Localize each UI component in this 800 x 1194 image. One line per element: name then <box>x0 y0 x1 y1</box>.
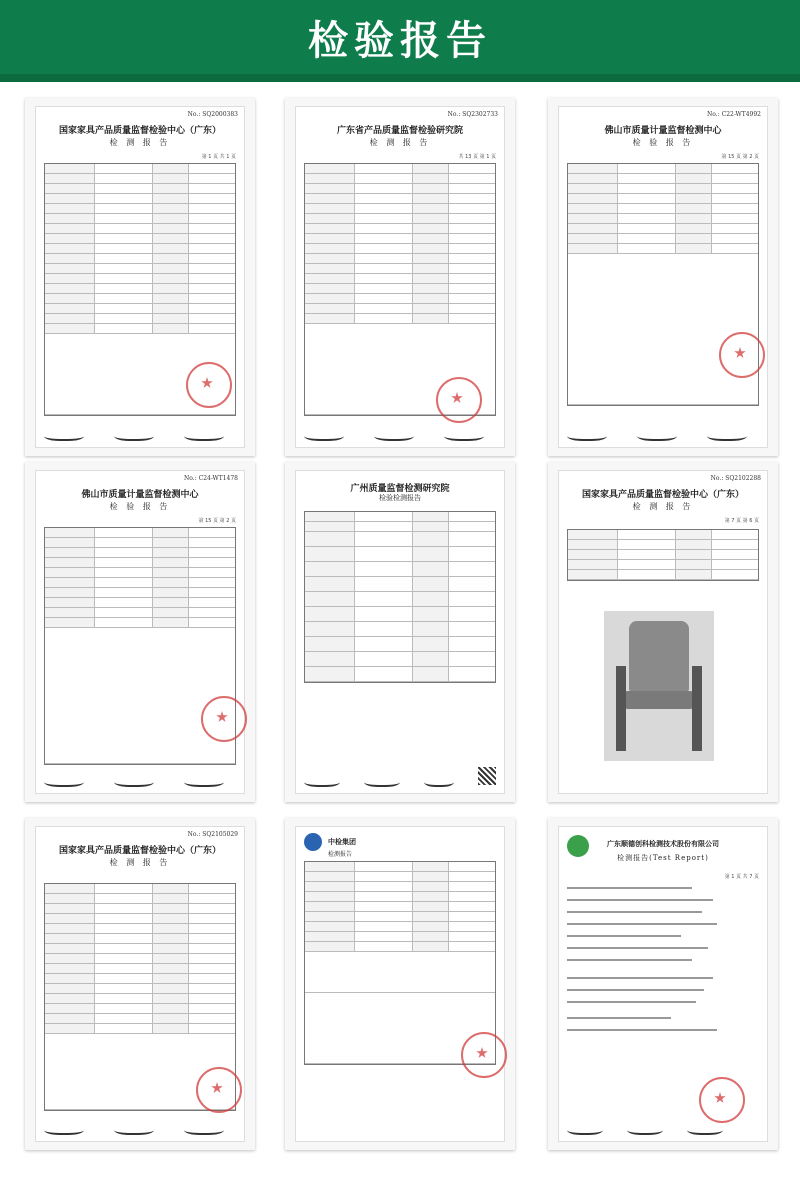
signatures <box>44 425 236 441</box>
report-card-5[interactable] <box>285 462 515 802</box>
report-page <box>558 826 768 1142</box>
signatures <box>44 771 236 787</box>
report-card-8[interactable] <box>285 818 515 1150</box>
report-title: 检 测 报 告 <box>109 858 171 867</box>
report-number: No.: SQ2000383 <box>187 111 238 118</box>
report-org: 佛山市质量计量监督检测中心 <box>604 126 722 136</box>
signatures <box>567 1119 759 1135</box>
report-number: No.: C22-WT4992 <box>707 111 761 118</box>
report-title: 检 测 报 告 <box>632 502 694 511</box>
report-page <box>558 106 768 448</box>
signatures <box>304 425 496 441</box>
red-seal-icon <box>201 696 247 742</box>
red-seal-icon <box>699 1077 745 1123</box>
report-org: 佛山市质量计量监督检测中心 <box>81 490 199 500</box>
report-number: No.: C24-WT1478 <box>184 475 238 482</box>
red-seal-icon <box>186 362 232 408</box>
report-title: 检测报告(Test Report) <box>617 854 709 862</box>
header-divider <box>0 74 800 82</box>
report-title: 检测报告 <box>328 851 353 858</box>
report-org: 中检集团 <box>328 837 356 846</box>
report-page <box>295 106 505 448</box>
report-number: No.: SQ2102288 <box>710 475 761 482</box>
report-org: 广东顺德创科检测技术股份有限公司 <box>607 839 719 848</box>
report-card-4[interactable] <box>25 462 255 802</box>
signatures <box>567 425 759 441</box>
report-card-1[interactable] <box>25 98 255 456</box>
report-table <box>304 511 496 683</box>
report-table <box>304 861 496 1065</box>
report-page-number: 第 15 页 第 2 页 <box>721 154 759 160</box>
report-page <box>558 470 768 794</box>
header-title: 检验报告 <box>308 17 492 64</box>
report-card-9[interactable] <box>548 818 778 1150</box>
report-title: 检 测 报 告 <box>369 138 431 147</box>
report-page-number: 共 13 页 第 1 页 <box>458 154 496 160</box>
report-page-number: 第 1 页 共 1 页 <box>201 154 236 160</box>
cci-logo-icon <box>304 833 322 851</box>
qr-code-icon <box>478 767 496 785</box>
report-card-6[interactable] <box>548 462 778 802</box>
report-page <box>295 826 505 1142</box>
report-org: 广州质量监督检测研究院 <box>350 484 450 494</box>
report-card-3[interactable] <box>548 98 778 456</box>
red-seal-icon <box>461 1032 507 1078</box>
header-banner <box>0 0 800 74</box>
report-page-number: 第 1 页 共 7 页 <box>724 874 759 880</box>
red-seal-icon <box>196 1067 242 1113</box>
chair-photo <box>604 611 714 761</box>
report-number: No.: SQ2105029 <box>187 831 238 838</box>
red-seal-icon <box>436 377 482 423</box>
signatures <box>44 1119 236 1135</box>
report-card-7[interactable] <box>25 818 255 1150</box>
report-page <box>35 470 245 794</box>
report-title: 检 验 报 告 <box>109 502 171 511</box>
report-title: 检 测 报 告 <box>109 138 171 147</box>
report-title: 检 验 报 告 <box>632 138 694 147</box>
report-page <box>35 106 245 448</box>
report-number: No.: SQ2302733 <box>447 111 498 118</box>
red-seal-icon <box>719 332 765 378</box>
report-page-number: 第 7 页 第 6 页 <box>724 518 759 524</box>
signatures <box>304 771 464 787</box>
report-org: 广东省产品质量监督检验研究院 <box>336 126 463 136</box>
report-table <box>567 529 759 581</box>
report-org: 国家家具产品质量监督检验中心（广东） <box>58 846 221 856</box>
report-page <box>35 826 245 1142</box>
report-org: 国家家具产品质量监督检验中心（广东） <box>581 490 744 500</box>
report-org: 国家家具产品质量监督检验中心（广东） <box>58 126 221 136</box>
report-page-number: 第 15 页 第 2 页 <box>198 518 236 524</box>
report-page <box>295 470 505 794</box>
report-title: 检验检测报告 <box>379 494 421 502</box>
report-card-2[interactable] <box>285 98 515 456</box>
